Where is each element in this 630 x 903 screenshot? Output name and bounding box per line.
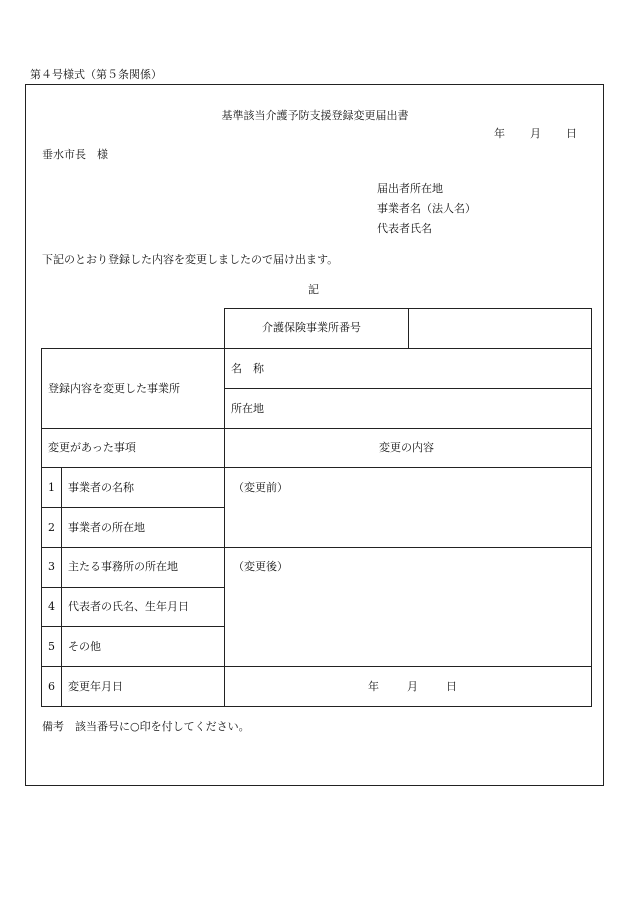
change-date-value — [368, 681, 457, 692]
item-number: 4 — [48, 600, 55, 613]
intro-text: 下記のとおり登録した内容を変更しましたので届け出ます。 — [42, 253, 339, 266]
addressee: 垂水市長 様 — [42, 148, 108, 161]
change-content-header: 変更の内容 — [379, 441, 434, 454]
changed-office-label: 登録内容を変更した事業所 — [48, 382, 180, 395]
table-line — [41, 428, 592, 429]
form-title: 基準該当介護予防支援登録変更届出書 — [221, 109, 409, 122]
item-label: 事業者の名称 — [68, 481, 134, 494]
table-line — [224, 388, 591, 389]
date-day-label: 日 — [566, 127, 577, 140]
item-number: 5 — [48, 640, 55, 653]
item-label: その他 — [68, 640, 101, 653]
submission-date — [494, 128, 577, 139]
office-location-label: 所在地 — [231, 402, 264, 415]
ki-label: 記 — [308, 283, 319, 296]
office-name-label: 名 称 — [231, 362, 264, 375]
item-number: 3 — [48, 560, 55, 573]
table-line — [41, 507, 224, 508]
remarks-note: 備考 該当番号に○印を付してください。 — [42, 720, 250, 733]
change-date-year: 年 — [368, 680, 379, 693]
table-line — [41, 348, 592, 349]
item-label: 主たる事務所の所在地 — [68, 560, 178, 573]
applicant-representative-label: 代表者氏名 — [377, 222, 432, 235]
item-label: 代表者の氏名、生年月日 — [68, 600, 189, 613]
table-line — [41, 348, 42, 707]
applicant-address-label: 届出者所在地 — [377, 182, 443, 195]
changed-items-header: 変更があった事項 — [48, 441, 136, 454]
form-number: 第４号様式（第５条関係） — [30, 68, 162, 81]
table-line — [41, 706, 592, 707]
change-date-day: 日 — [446, 680, 457, 693]
table-line — [591, 308, 592, 707]
office-number-label: 介護保険事業所番号 — [262, 321, 361, 334]
office-number-field[interactable] — [409, 309, 590, 347]
applicant-business-name-label: 事業者名（法人名） — [377, 202, 476, 215]
table-line — [61, 467, 62, 707]
table-line — [41, 467, 592, 468]
item-number: 6 — [48, 680, 55, 693]
before-change-label: （変更前） — [233, 481, 288, 494]
item-label: 事業者の所在地 — [68, 521, 145, 534]
table-line — [41, 666, 592, 667]
item-label: 変更年月日 — [68, 680, 123, 693]
table-line — [41, 626, 224, 627]
table-line — [224, 308, 225, 707]
after-change-label: （変更後） — [233, 560, 288, 573]
date-month-label: 月 — [530, 127, 541, 140]
date-year-label: 年 — [494, 127, 505, 140]
change-date-month: 月 — [407, 680, 418, 693]
table-line — [41, 587, 224, 588]
table-line — [41, 547, 592, 548]
item-number: 1 — [48, 481, 55, 494]
item-number: 2 — [48, 521, 55, 534]
